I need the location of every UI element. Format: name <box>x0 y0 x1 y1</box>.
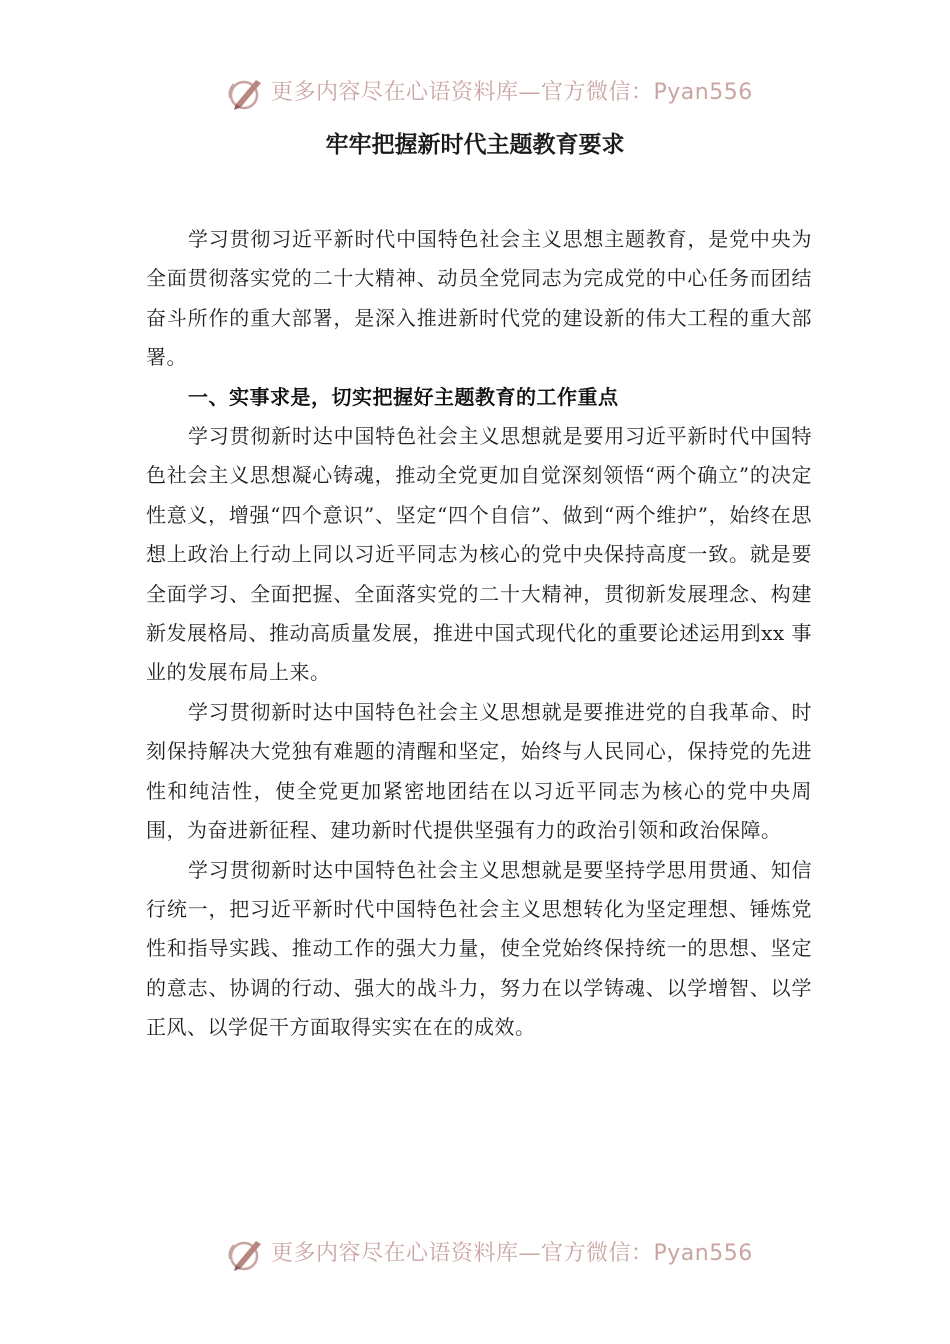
pen-logo-icon <box>226 1235 266 1273</box>
footer-banner <box>0 1232 950 1276</box>
paragraph-1: 学习贯彻新时达中国特色社会主义思想就是要用习近平新时代中国特色社会主义思想凝心铸魂，推动全党更加自觉深刻领悟“两个确立”的决定性意义，增强“四个意识”、坚定“四个自信”、做到“两个维护”，始终在思想上政治上行动上同以习近平同志为核心的党中央保持高度一致。就是要全面学习、全面把握、全面落实党的二十大精神，贯彻新发展理念、构建新发展格局、推动高质量发展，推进中国式现代化的重要论述运用到xx 事业的发展布局上来。 <box>146 424 812 685</box>
paragraph-intro: 学习贯彻习近平新时代中国特色社会主义思想主题教育，是党中央为全面贯彻落实党的二十大精神、动员全党同志为完成党的中心任务而团结奋斗所作的重大部署，是深入推进新时代党的建设新的伟大工程的重大部署。 <box>146 227 812 370</box>
banner-text <box>271 1240 753 1268</box>
wechat-id: Pyan556 <box>653 80 753 105</box>
section-heading: 一、实事求是，切实把握好主题教育的工作重点 <box>188 384 619 409</box>
document-title: 牢牢把握新时代主题教育要求 <box>325 131 625 158</box>
banner-label: 更多内容尽在心语资料库—官方微信： <box>271 80 654 105</box>
banner-label: 更多内容尽在心语资料库—官方微信： <box>271 1241 654 1266</box>
document-body <box>146 220 812 1048</box>
paragraph-2: 学习贯彻新时达中国特色社会主义思想就是要推进党的自我革命、时刻保持解决大党独有难题的清醒和坚定，始终与人民同心，保持党的先进性和纯洁性，使全党更加紧密地团结在以习近平同志为核心的党中央周围，为奋进新征程、建功新时代提供坚强有力的政治引领和政治保障。 <box>146 699 812 843</box>
wechat-id: Pyan556 <box>653 1241 753 1266</box>
paragraph-3: 学习贯彻新时达中国特色社会主义思想就是要坚持学思用贯通、知信行统一，把习近平新时代中国特色社会主义思想转化为坚定理想、锤炼党性和指导实践、推动工作的强大力量，使全党始终保持统一的思想、坚定的意志、协调的行动、强大的战斗力，努力在以学铸魂、以学增智、以学正风、以学促干方面取得实实在在的成效。 <box>146 857 812 1040</box>
banner-text <box>271 79 753 107</box>
pen-logo-icon <box>226 74 266 112</box>
header-banner <box>0 71 950 115</box>
